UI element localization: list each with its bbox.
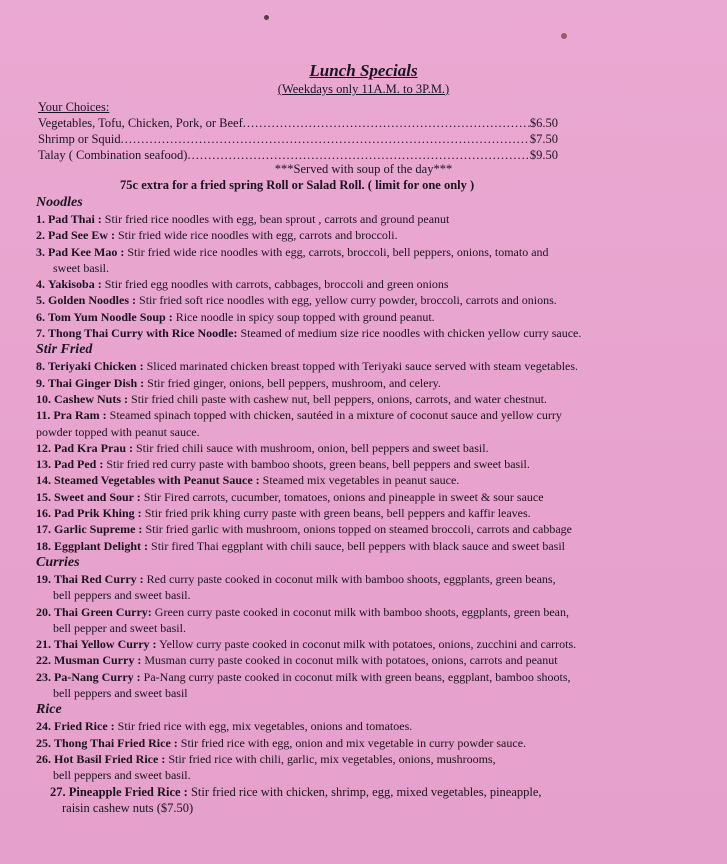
menu-item-number: 12. xyxy=(36,440,51,455)
menu-item-number: 20. xyxy=(36,604,51,619)
served-with-soup: ***Served with soup of the day*** xyxy=(274,162,453,176)
menu-item xyxy=(36,391,691,407)
menu-item-number: 19. xyxy=(36,571,51,586)
section-heading-noodles: Noodles xyxy=(36,195,83,210)
menu-item-number: 21. xyxy=(36,637,51,652)
menu-item xyxy=(36,440,691,456)
menu-item-name: Eggplant Delight : xyxy=(54,538,149,553)
menu-item-number: 22. xyxy=(36,653,51,668)
section-heading-rice: Rice xyxy=(36,702,62,718)
menu-item-description: Stir fried rice with egg, onion and mix vegetable in curry powder sauce. xyxy=(177,735,527,750)
menu-item-description: Rice noodle in spicy soup topped with ground peanut. xyxy=(172,309,435,324)
menu-item xyxy=(36,636,691,652)
price-choices xyxy=(38,99,558,163)
menu-item xyxy=(36,244,691,277)
menu-item-number: 1. xyxy=(36,212,45,226)
menu-item-name: Fried Rice : xyxy=(54,719,115,734)
leader-dots xyxy=(243,115,530,131)
menu-item xyxy=(36,456,691,472)
menu-item-description: Stir fried soft rice noodles with egg, yellow curry powder, broccoli, carrots and onions. xyxy=(136,293,557,308)
price-option-price: $7.50 xyxy=(529,132,558,146)
menu-item xyxy=(36,292,691,308)
menu-item-description: Stir Fired carrots, cucumber, tomatoes, onions and pineapple in sweet & sour sauce xyxy=(140,489,544,504)
menu-item-name: Yakisoba : xyxy=(48,277,102,292)
menu-item-description: Stir fried rice with egg, mix vegetables, onions and tomatoes. xyxy=(114,719,413,734)
menu-item-number: 9. xyxy=(36,375,45,390)
menu-item-name: Golden Noodles : xyxy=(48,293,137,308)
menu-item-description: Stir fried garlic with mushroom, onions topped on steamed broccoli, carrots and cabbage xyxy=(142,522,572,537)
menu-item-description: Steamed spinach topped with chicken, sautéed in a mixture of coconut sauce and yellow curry xyxy=(106,408,562,423)
menu-item-description: Green curry paste cooked in coconut milk with bamboo shoots, eggplants, green bean, xyxy=(151,604,570,619)
leader-dots xyxy=(187,147,529,163)
menu-item-description: Steamed mix vegetables in peanut sauce. xyxy=(259,473,460,488)
menu-item-number: 26. xyxy=(36,751,51,766)
menu-item-name: Pineapple Fried Rice : xyxy=(68,784,188,799)
menu-item-number: 3. xyxy=(36,244,45,259)
price-option-price: $6.50 xyxy=(529,116,558,130)
menu-item-description-cont: sweet basil. xyxy=(53,260,109,275)
menu-item-name: Pra Ram : xyxy=(53,408,107,423)
spring-roll-extra xyxy=(120,178,474,193)
menu-item-number: 17. xyxy=(36,522,51,537)
menu-item-number: 15. xyxy=(36,489,51,504)
menu-item-number: 14. xyxy=(36,473,51,488)
price-option-label: Talay ( Combination seafood) xyxy=(38,148,188,162)
menu-item-number: 8. xyxy=(36,359,45,374)
menu-item-name: Thai Green Curry: xyxy=(54,604,152,619)
menu-item xyxy=(36,784,691,817)
menu-item xyxy=(36,407,691,440)
menu-item xyxy=(36,375,691,391)
menu-item xyxy=(36,309,691,325)
menu-item-description-cont: bell peppers and sweet basil. xyxy=(53,768,191,783)
menu-list xyxy=(36,194,691,816)
menu-item-name: Sweet and Sour : xyxy=(54,489,141,504)
section-heading-stir-fried: Stir Fried xyxy=(36,342,93,358)
menu-item-name: Pad Thai : xyxy=(48,212,102,226)
menu-item-number: 25. xyxy=(36,735,51,750)
menu-item-number: 10. xyxy=(36,391,51,406)
menu-item-name: Thai Red Curry : xyxy=(54,571,144,586)
menu-item xyxy=(36,751,691,784)
menu-item-number: 5. xyxy=(36,293,45,308)
menu-item-number: 18. xyxy=(36,538,51,553)
lunch-hours: (Weekdays only 11A.M. to 3P.M.) xyxy=(277,82,450,96)
menu-item-name: Pad Prik Khing : xyxy=(54,506,142,521)
menu-item-name: Thong Thai Fried Rice : xyxy=(54,735,178,750)
menu-item-description: Stir fried prik khing curry paste with green beans, bell peppers and kaffir leaves. xyxy=(141,506,531,521)
price-option xyxy=(38,147,558,163)
menu-item-name: Pad Kee Mao : xyxy=(48,244,125,259)
menu-item-number: 23. xyxy=(36,669,51,684)
menu-item xyxy=(36,489,691,505)
menu-item-description: Stir fried rice noodles with egg, bean sprout , carrots and ground peanut xyxy=(101,212,450,226)
menu-item xyxy=(36,276,691,292)
menu-item xyxy=(36,227,691,243)
menu-item-description: Stir fried wide rice noodles with egg, carrots and broccoli. xyxy=(115,228,398,243)
menu-item-description: Pa-Nang curry paste cooked in coconut milk with green beans, eggplant, bamboo shoots, xyxy=(140,669,571,684)
menu-item xyxy=(36,669,691,702)
menu-item-number: 6. xyxy=(36,309,45,324)
menu-item-name: Teriyaki Chicken : xyxy=(48,359,144,374)
menu-item-number: 27. xyxy=(50,784,66,799)
menu-item-description: Stir fried ginger, onions, bell peppers, mushroom, and celery. xyxy=(144,375,441,390)
menu-item-name: Musman Curry : xyxy=(54,653,142,668)
ink-speck xyxy=(561,33,567,39)
price-option xyxy=(38,115,558,131)
ink-speck xyxy=(264,15,269,20)
menu-item-number: 4. xyxy=(36,277,45,292)
menu-item-name: Pad Ped : xyxy=(54,457,104,472)
menu-item-name: Cashew Nuts : xyxy=(54,391,129,406)
menu-item-description: Stir fried red curry paste with bamboo shoots, green beans, bell peppers and sweet basil. xyxy=(103,457,530,472)
menu-item-name: Hot Basil Fried Rice : xyxy=(54,751,166,766)
menu-item-description: Stir fried rice with chicken, shrimp, egg, mixed vegetables, pineapple, xyxy=(187,784,542,799)
menu-item-number: 11. xyxy=(36,408,51,423)
section-heading-curries: Curries xyxy=(36,554,80,570)
menu-item-number: 13. xyxy=(36,457,51,472)
menu-item-name: Pad Kra Prau : xyxy=(54,440,133,455)
menu-item-name: Thai Yellow Curry : xyxy=(54,637,157,652)
menu-item-name: Garlic Supreme : xyxy=(54,522,143,537)
choices-heading: Your Choices: xyxy=(38,100,110,114)
menu-item-description-cont: bell peppers and sweet basil xyxy=(53,686,188,701)
menu-item-description: Stir fried wide rice noodles with egg, carrots, broccoli, bell peppers, onions, tomato and xyxy=(124,244,549,259)
menu-item-description: Musman curry paste cooked in coconut milk with potatoes, onions, carrots and peanut xyxy=(141,653,558,668)
menu-item-name: Pa-Nang Curry : xyxy=(54,669,141,684)
menu-item-description: Sliced marinated chicken breast topped with Teriyaki sauce served with steam vegetables. xyxy=(143,359,579,374)
menu-item xyxy=(36,604,691,637)
menu-item-description-cont: powder topped with peanut sauce. xyxy=(36,424,200,439)
menu-item-description: Stir fried egg noodles with carrots, cabbages, broccoli and green onions xyxy=(101,277,449,292)
leader-dots xyxy=(121,131,530,147)
menu-item xyxy=(36,521,691,537)
menu-item xyxy=(36,211,691,227)
menu-item-description: Stir fried chili paste with cashew nut, bell peppers, onions, carrots, and water chestnut. xyxy=(128,391,547,406)
menu-item xyxy=(36,571,691,604)
menu-item xyxy=(36,358,691,374)
menu-item-number: 2. xyxy=(36,228,45,243)
menu-item-name: Thong Thai Curry with Rice Noodle: xyxy=(48,326,238,341)
menu-item-description-cont: bell pepper and sweet basil. xyxy=(53,620,186,635)
menu-item-description: Red curry paste cooked in coconut milk with bamboo shoots, eggplants, green beans, xyxy=(143,571,556,586)
menu-item-name: Thai Ginger Dish : xyxy=(48,375,145,390)
extra-amount: 75c xyxy=(120,178,139,192)
menu-item-number: 16. xyxy=(36,506,51,521)
menu-item-number: 24. xyxy=(36,719,51,734)
page-title: Lunch Specials xyxy=(309,61,418,80)
menu-item-name: Steamed Vegetables with Peanut Sauce : xyxy=(54,473,260,488)
price-option xyxy=(38,131,558,147)
menu-item xyxy=(36,652,691,668)
extra-text: extra for a fried spring Roll or Salad Roll. ( limit for one only ) xyxy=(138,178,475,192)
menu-item-name: Pad See Ew : xyxy=(48,228,115,243)
menu-item xyxy=(36,538,691,554)
menu-item-description-cont: bell peppers and sweet basil. xyxy=(53,588,191,603)
menu-item xyxy=(36,735,691,751)
menu-item-description: Stir fired Thai eggplant with chili sauce, bell peppers with black sauce and sweet basil xyxy=(148,538,566,553)
menu-item-description: Stir fried rice with chili, garlic, mix vegetables, onions, mushrooms, xyxy=(165,751,496,766)
menu-item-number: 7. xyxy=(36,326,45,341)
menu-item xyxy=(36,325,691,341)
menu-item xyxy=(36,718,691,734)
menu-item-description: Stir fried chili sauce with mushroom, onion, bell peppers and sweet basil. xyxy=(133,440,489,455)
menu-item-description: Steamed of medium size rice noodles with chicken yellow curry sauce. xyxy=(237,326,582,341)
price-option-price: $9.50 xyxy=(529,148,558,162)
price-option-label: Vegetables, Tofu, Chicken, Pork, or Beef xyxy=(38,116,243,130)
menu-item xyxy=(36,472,691,488)
price-option-label: Shrimp or Squid xyxy=(38,132,121,146)
menu-item-description-cont: raisin cashew nuts ($7.50) xyxy=(62,800,194,815)
menu-item-name: Tom Yum Noodle Soup : xyxy=(48,309,173,324)
menu-item-description: Yellow curry paste cooked in coconut milk with potatoes, onions, zucchini and carrots. xyxy=(156,637,577,652)
menu-item xyxy=(36,505,691,521)
